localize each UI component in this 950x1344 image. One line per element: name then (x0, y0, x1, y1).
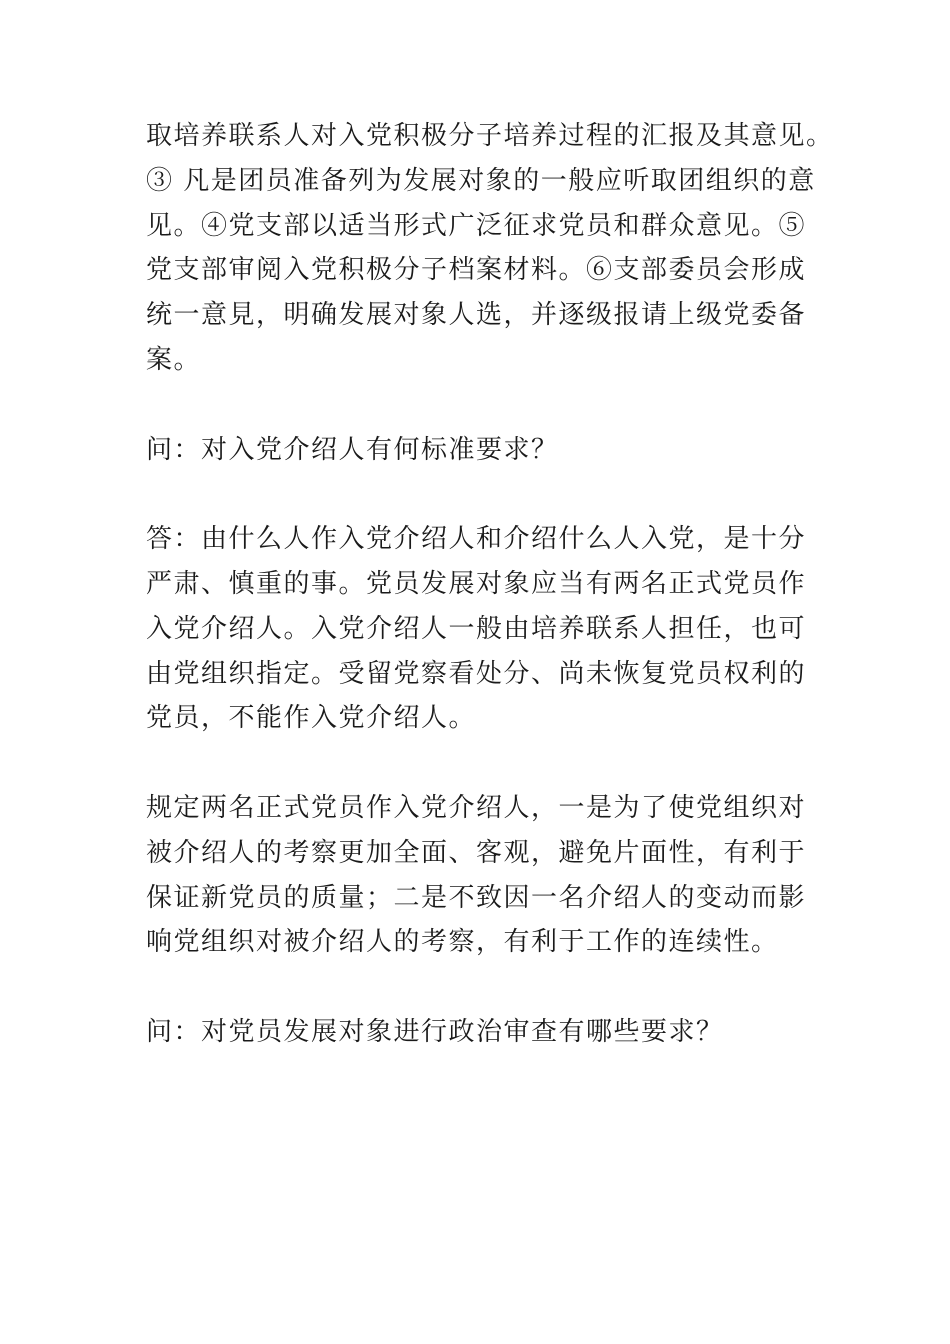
text-line: 案。 (146, 344, 202, 375)
paragraph-spacer (146, 741, 814, 786)
text-line: 党支部审阅入党积极分子档案材料。⑥支部委员会形成 (146, 255, 807, 286)
answer-introducer-standard (146, 517, 814, 741)
text-line: 统一意見，明确发展对象人选，并逐级报请上级党委备 (146, 300, 807, 331)
question-line: 问：对党员发展对象进行政治审查有哪些要求？ (146, 1016, 724, 1047)
question-political-review (146, 1010, 814, 1055)
paragraph-intro-continuation (146, 114, 834, 383)
paragraph-spacer (146, 383, 814, 428)
text-line: 保证新党员的质量；二是不致因一名介绍人的变动而影 (146, 882, 807, 913)
text-line: ③ 凡是团员准备列为发展对象的一般应听取团组织的意 (146, 165, 816, 196)
paragraph-spacer (146, 472, 814, 517)
text-line: 答：由什么人作入党介绍人和介绍什么人入党，是十分 (146, 524, 807, 555)
question-introducer-standard (146, 428, 814, 473)
document-body (146, 114, 834, 1055)
text-line: 被介绍人的考察更加全面、客观，避免片面性，有利于 (146, 837, 807, 868)
text-line: 入党介绍人。入党介绍人一般由培养联系人担任，也可 (146, 613, 807, 644)
text-line: 由党组织指定。受留党察看处分、尚未恢复党员权利的 (146, 658, 807, 689)
text-line: 见。④党支部以适当形式广泛征求党员和群众意见。⑤ (146, 210, 807, 241)
paragraph-spacer (146, 965, 814, 1010)
text-line: 党员，不能作入党介绍人。 (146, 703, 477, 734)
question-line: 问：对入党介绍人有何标准要求？ (146, 434, 559, 465)
text-line: 严肃、慎重的事。党员发展对象应当有两名正式党员作 (146, 568, 807, 599)
text-line: 响党组织对被介绍人的考察，有利于工作的连续性。 (146, 927, 779, 958)
text-line: 取培养联系人对入党积极分子培养过程的汇报及其意见。 (146, 121, 834, 151)
text-line: 规定两名正式党员作入党介绍人，一是为了使党组织对 (146, 792, 807, 823)
paragraph-two-introducers-rationale (146, 786, 814, 965)
